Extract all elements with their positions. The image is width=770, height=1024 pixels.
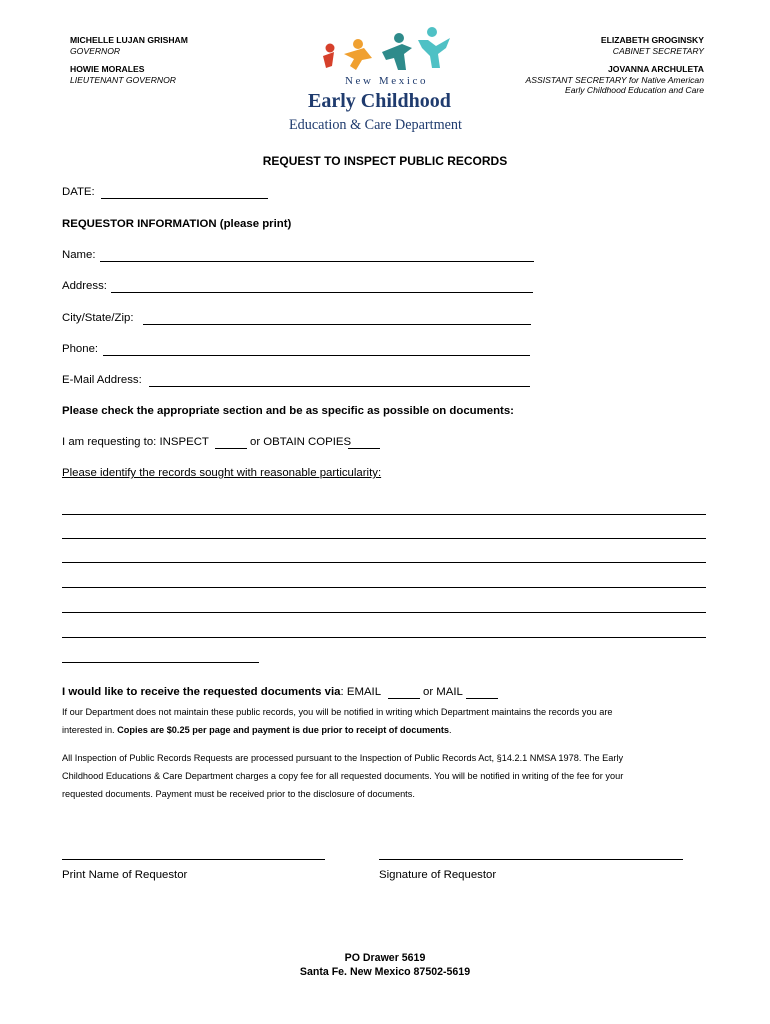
check-instruction: Please check the appropriate section and be as specific as possible on documents: [62, 405, 514, 417]
lt-governor-name: HOWIE MORALES [70, 64, 145, 74]
policy-paragraph [62, 749, 742, 803]
governor-title: GOVERNOR [70, 45, 121, 56]
policy-line-3: requested documents. Payment must be received prior to the disclosure of documents. [62, 789, 415, 799]
records-line[interactable] [62, 514, 706, 515]
policy-line-2: Childhood Educations & Care Department charges a copy fee for all requested documents. You will be notified in writing of the fee for your [62, 771, 624, 781]
name-label: Name: [62, 249, 96, 261]
receive-prefix: I would like to receive the requested documents via [62, 686, 341, 698]
notice-line-2 [62, 721, 722, 739]
email-delivery-field[interactable] [388, 698, 420, 699]
requestor-heading: REQUESTOR INFORMATION (please print) [62, 218, 292, 230]
copy-fee-notice: Copies are $0.25 per page and payment is due prior to receipt of documents [117, 725, 450, 735]
notice-line-1: If our Department does not maintain these public records, you will be notified in writing which Department maintains the records you are [62, 707, 613, 717]
email-field[interactable] [149, 386, 530, 387]
obtain-copies-field[interactable] [348, 448, 380, 449]
asst-secretary-name: JOVANNA ARCHULETA [608, 64, 704, 74]
footer-city: Santa Fe. New Mexico 87502-5619 [299, 966, 471, 978]
logo-line-department: Education & Care Department [289, 117, 462, 133]
form-title: REQUEST TO INSPECT PUBLIC RECORDS [262, 154, 508, 168]
receive-mail-label: or MAIL [423, 686, 463, 698]
logo-line-new-mexico: New Mexico [345, 75, 429, 87]
records-line[interactable] [62, 612, 706, 613]
signature-field[interactable] [379, 859, 683, 860]
signature-label: Signature of Requestor [379, 869, 497, 881]
requesting-prefix: I am requesting to: INSPECT [62, 436, 209, 448]
city-state-zip-field[interactable] [143, 324, 531, 325]
receive-email-label: : EMAIL [340, 686, 382, 698]
records-line[interactable] [62, 538, 706, 539]
email-label: E-Mail Address: [62, 374, 142, 386]
print-name-field[interactable] [62, 859, 325, 860]
records-line[interactable] [62, 662, 259, 663]
notice-paragraph [62, 703, 722, 739]
governor-name: MICHELLE LUJAN GRISHAM [70, 35, 188, 45]
records-line[interactable] [62, 587, 706, 588]
address-label: Address: [62, 280, 107, 292]
lt-governor-title: LIEUTENANT GOVERNOR [70, 74, 177, 85]
header-right [526, 35, 704, 96]
mail-delivery-field[interactable] [466, 698, 498, 699]
policy-line-1: All Inspection of Public Records Requests are processed pursuant to the Inspection of Public Records Act, §14.2.1 NMSA 1978. The Early [62, 753, 624, 763]
identify-records-label: Please identify the records sought with reasonable particularity: [62, 467, 382, 479]
phone-field[interactable] [103, 355, 530, 356]
secretary-title: CABINET SECRETARY [612, 45, 704, 56]
print-name-label: Print Name of Requestor [62, 869, 188, 881]
asst-secretary-title-1: ASSISTANT SECRETARY for Native American [525, 74, 704, 85]
date-field[interactable] [101, 198, 268, 199]
records-line[interactable] [62, 562, 706, 563]
asst-secretary-title-2: Early Childhood Education and Care [564, 85, 704, 95]
inspect-field[interactable] [215, 448, 247, 449]
date-label: DATE: [62, 186, 95, 198]
phone-label: Phone: [62, 343, 99, 355]
header-left [70, 35, 188, 85]
address-field[interactable] [111, 292, 533, 293]
secretary-name: ELIZABETH GROGINSKY [600, 35, 704, 45]
requesting-suffix: or OBTAIN COPIES [250, 436, 352, 448]
records-line[interactable] [62, 637, 706, 638]
city-state-zip-label: City/State/Zip: [62, 312, 134, 324]
notice-text: interested in. [62, 725, 115, 735]
logo-line-early-childhood: Early Childhood [308, 90, 451, 112]
notice-period: . [449, 725, 452, 735]
name-field[interactable] [100, 261, 534, 262]
footer-po-box: PO Drawer 5619 [344, 952, 426, 964]
receive-via-row [62, 686, 381, 698]
department-logo-figures [320, 26, 455, 74]
